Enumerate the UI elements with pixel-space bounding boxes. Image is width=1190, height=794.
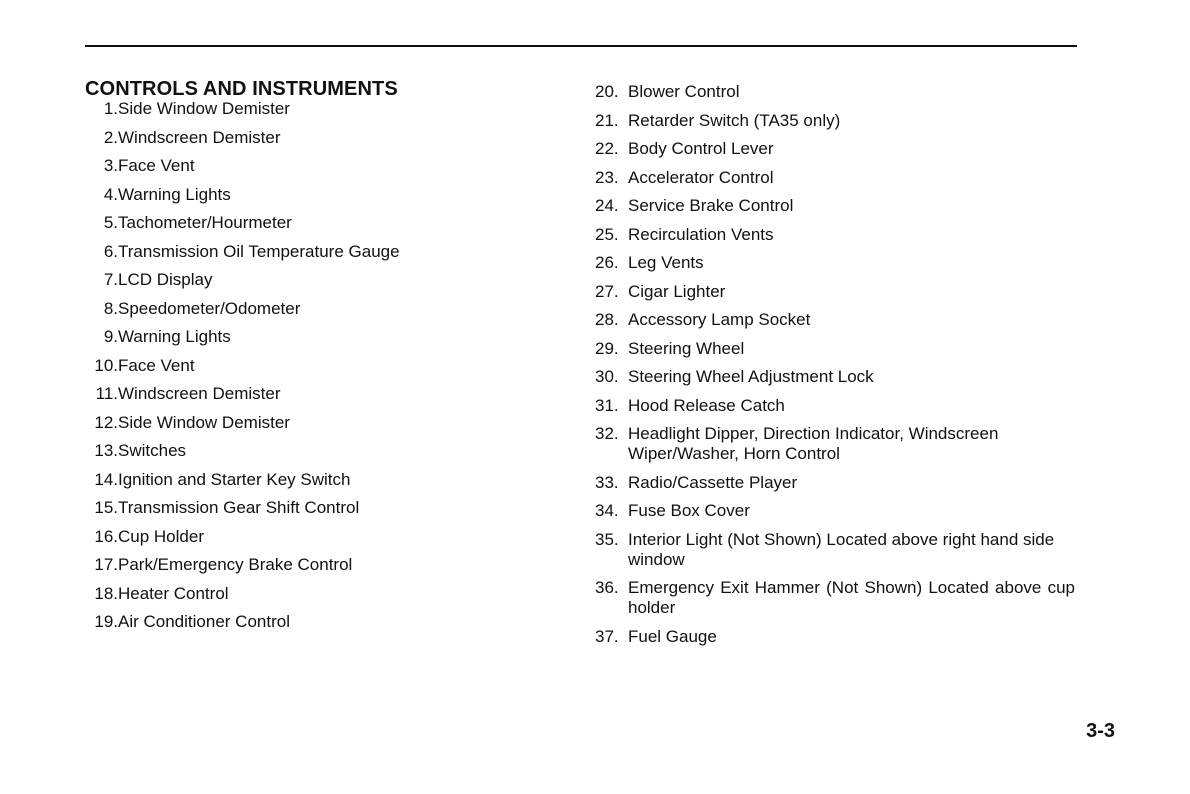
item-label: Face Vent: [118, 355, 195, 375]
item-label: Switches: [118, 441, 187, 460]
list-item: [85, 299, 555, 319]
item-label: Interior Light (Not Shown) Located above right hand side window: [628, 529, 1055, 569]
item-label: Heater Control: [118, 583, 229, 603]
item-number: 26.: [595, 253, 619, 272]
list-item: [85, 441, 555, 461]
item-label: Hood Release Catch: [628, 395, 785, 415]
item-number: 1.: [103, 99, 118, 118]
item-number: 4.: [103, 184, 118, 204]
item-label: Air Conditioner Control: [118, 612, 290, 631]
item-label: Transmission Oil Temperature Gauge: [118, 241, 400, 261]
item-label: Fuse Box Cover: [628, 501, 750, 520]
item-label: Side Window Demister: [118, 99, 290, 118]
list-item: [85, 470, 555, 490]
list-item: [85, 384, 555, 404]
item-number: 34.: [595, 501, 619, 520]
item-label: Body Control Lever: [628, 139, 774, 158]
item-label: Tachometer/Hourmeter: [118, 213, 292, 232]
item-number: 8.: [103, 298, 118, 318]
list-item: [595, 530, 1075, 570]
list-item: [85, 413, 555, 433]
list-item: [595, 627, 1075, 647]
item-label: Fuel Gauge: [628, 626, 717, 646]
item-label: Speedometer/Odometer: [118, 298, 301, 318]
item-number: 5.: [103, 213, 118, 232]
list-item: [595, 139, 1075, 159]
list-item: [85, 327, 555, 347]
list-item: [85, 99, 555, 119]
list-item: [85, 185, 555, 205]
item-label: LCD Display: [118, 270, 213, 289]
item-label: Leg Vents: [628, 253, 704, 272]
item-label: Warning Lights: [118, 184, 231, 204]
list-item: [595, 396, 1075, 416]
item-label: Windscreen Demister: [118, 127, 281, 147]
item-label: Retarder Switch (TA35 only): [628, 110, 841, 130]
item-number: 29.: [595, 338, 619, 358]
item-number: 37.: [595, 626, 619, 646]
controls-list-left: [85, 99, 555, 641]
list-item: [85, 242, 555, 262]
item-label: Warning Lights: [118, 327, 231, 346]
item-label: Cigar Lighter: [628, 281, 726, 301]
list-item: [85, 270, 555, 290]
item-number: 31.: [595, 395, 619, 415]
list-item: [595, 501, 1075, 521]
item-number: 33.: [595, 472, 619, 492]
item-number: 23.: [595, 167, 619, 187]
item-label: Transmission Gear Shift Control: [118, 498, 360, 517]
item-label: Face Vent: [118, 156, 195, 175]
item-number: 17.: [94, 555, 118, 574]
item-number: 32.: [595, 424, 619, 443]
item-number: 28.: [595, 310, 619, 329]
item-number: 18.: [94, 583, 118, 603]
list-item: [595, 310, 1075, 330]
item-label: Steering Wheel: [628, 338, 745, 358]
list-item: [595, 473, 1075, 493]
list-item: [595, 168, 1075, 188]
list-item: [595, 339, 1075, 359]
item-label: Service Brake Control: [628, 196, 794, 215]
item-number: 11.: [95, 384, 118, 403]
list-item: [595, 225, 1075, 245]
item-number: 19.: [94, 612, 118, 631]
item-number: 35.: [595, 529, 619, 549]
list-item: [85, 128, 555, 148]
item-label: Ignition and Starter Key Switch: [118, 469, 351, 489]
list-item: [85, 213, 555, 233]
item-number: 30.: [595, 367, 619, 386]
item-number: 15.: [94, 498, 118, 517]
item-label: Side Window Demister: [118, 412, 290, 432]
item-label: Steering Wheel Adjustment Lock: [628, 367, 874, 386]
item-label: Radio/Cassette Player: [628, 472, 798, 492]
item-label: Windscreen Demister: [118, 384, 281, 403]
item-number: 13.: [94, 441, 118, 460]
item-number: 2.: [103, 127, 118, 147]
controls-list-right: [595, 82, 1075, 655]
item-label: Headlight Dipper, Direction Indicator, Windscreen Wiper/Washer, Horn Control: [628, 424, 999, 463]
page-number: 3-3: [1086, 720, 1115, 742]
top-divider: [85, 45, 1077, 47]
item-label: Recirculation Vents: [628, 224, 774, 244]
list-item: [595, 578, 1075, 618]
list-item: [85, 527, 555, 547]
list-item: [595, 282, 1075, 302]
list-item: [85, 584, 555, 604]
list-item: [595, 196, 1075, 216]
item-number: 25.: [595, 224, 619, 244]
item-label: Park/Emergency Brake Control: [118, 555, 353, 574]
page-title: CONTROLS AND INSTRUMENTS: [85, 78, 398, 101]
item-label: Accelerator Control: [628, 167, 774, 187]
item-label: Emergency Exit Hammer (Not Shown) Located above cup holder: [628, 578, 1075, 617]
item-number: 7.: [103, 270, 118, 289]
item-number: 9.: [103, 327, 118, 346]
item-number: 14.: [94, 469, 118, 489]
list-item: [595, 82, 1075, 102]
item-label: Accessory Lamp Socket: [628, 310, 811, 329]
item-number: 16.: [94, 526, 118, 546]
item-number: 6.: [103, 241, 118, 261]
item-number: 24.: [595, 196, 619, 215]
list-item: [85, 356, 555, 376]
list-item: [595, 111, 1075, 131]
list-item: [595, 367, 1075, 387]
item-number: 3.: [103, 156, 118, 175]
item-label: Cup Holder: [118, 526, 204, 546]
item-number: 36.: [595, 578, 619, 597]
item-number: 21.: [595, 110, 619, 130]
item-number: 12.: [94, 412, 118, 432]
item-number: 20.: [595, 82, 619, 101]
list-item: [85, 555, 555, 575]
list-item: [85, 498, 555, 518]
item-number: 27.: [595, 281, 619, 301]
list-item: [85, 612, 555, 632]
list-item: [595, 253, 1075, 273]
item-number: 22.: [595, 139, 619, 158]
list-item: [85, 156, 555, 176]
list-item: [595, 424, 1075, 464]
item-label: Blower Control: [628, 82, 740, 101]
item-number: 10.: [94, 355, 118, 375]
